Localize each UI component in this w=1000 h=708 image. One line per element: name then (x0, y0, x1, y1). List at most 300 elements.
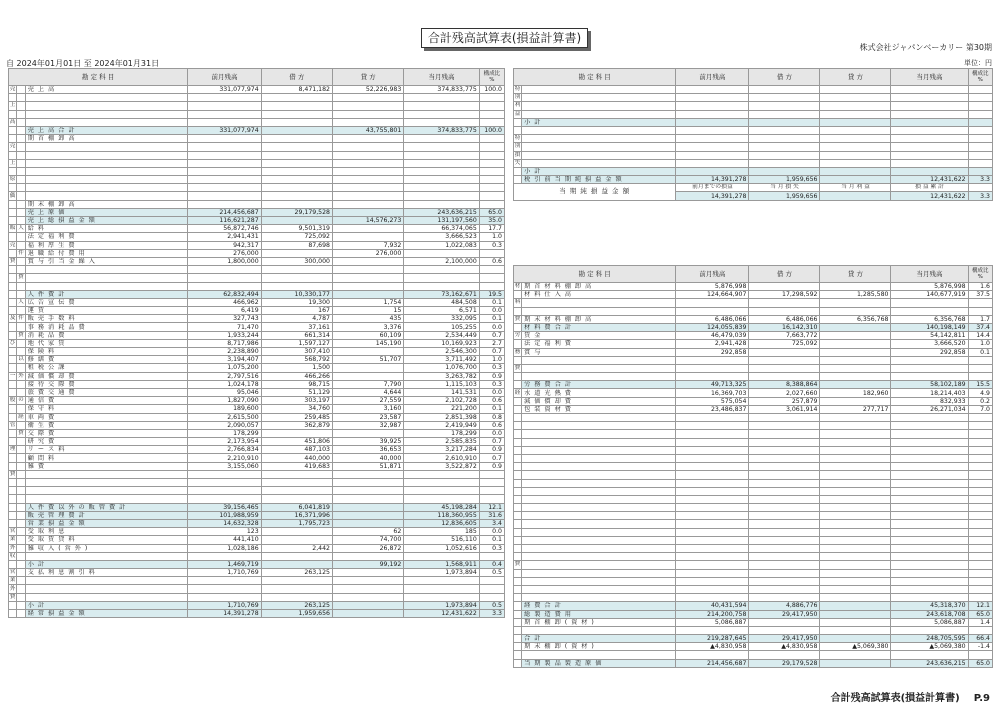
ratio-value (968, 471, 992, 479)
prev-balance: 116,621,287 (188, 217, 261, 225)
credit-amount (332, 290, 403, 298)
table-row (9, 208, 505, 216)
header-current: 当月残高 (404, 69, 479, 86)
credit-amount (820, 545, 891, 553)
ratio-value (968, 545, 992, 553)
table-row (9, 528, 505, 536)
account-name: 交 際 費 (25, 429, 188, 437)
current-balance: 6,356,768 (891, 315, 968, 323)
account-name: 接 待 交 際 費 (25, 380, 188, 388)
prev-balance (676, 520, 749, 528)
current-balance: 12,431,622 (404, 610, 479, 618)
debit-amount (749, 283, 820, 291)
debit-amount (749, 528, 820, 536)
subsection-label (17, 577, 25, 585)
credit-amount (332, 135, 403, 143)
current-balance: 3,666,523 (404, 233, 479, 241)
credit-amount (820, 94, 891, 102)
ratio-value (968, 299, 992, 307)
table-row (514, 569, 993, 577)
section-label (514, 528, 522, 536)
table-row (9, 479, 505, 487)
prev-balance (188, 487, 261, 495)
ratio-value (968, 438, 992, 446)
prev-balance: 292,858 (676, 348, 749, 356)
credit-amount: 435 (332, 315, 403, 323)
current-balance (891, 102, 968, 110)
current-balance (404, 167, 479, 175)
table-row (514, 454, 993, 462)
credit-amount: 145,190 (332, 339, 403, 347)
table-row (9, 601, 505, 609)
debit-amount: 661,314 (261, 331, 332, 339)
subsection-label (17, 339, 25, 347)
account-name: 支 払 利 息 割 引 料 (25, 569, 188, 577)
debit-amount (749, 118, 820, 126)
debit-amount (749, 94, 820, 102)
ratio-value: 14.4 (968, 332, 992, 340)
subsection-label (17, 282, 25, 290)
debit-amount (749, 126, 820, 134)
current-balance: 243,636,215 (404, 208, 479, 216)
table-row (9, 290, 505, 298)
debit-amount: 10,330,177 (261, 290, 332, 298)
subsection-label (17, 241, 25, 249)
debit-amount: 257,879 (749, 397, 820, 405)
credit-amount (820, 512, 891, 520)
prev-balance (188, 479, 261, 487)
credit-amount (820, 299, 891, 307)
credit-amount (820, 307, 891, 315)
subsection-label (17, 503, 25, 511)
credit-amount (332, 192, 403, 200)
section-label (9, 388, 17, 396)
account-name: 車 両 費 (25, 413, 188, 421)
credit-amount (820, 143, 891, 151)
debit-amount (261, 249, 332, 257)
credit-amount (332, 552, 403, 560)
ratio-value (968, 479, 992, 487)
account-name (25, 282, 188, 290)
current-balance (891, 487, 968, 495)
section-label (514, 414, 522, 422)
table-row (9, 241, 505, 249)
section-label: 益 (514, 110, 521, 117)
account-name (25, 167, 188, 175)
subsection-label (17, 544, 25, 552)
subsection-label (17, 470, 25, 478)
subsection-label (17, 380, 25, 388)
debit-amount (749, 487, 820, 495)
credit-amount: 4,644 (332, 388, 403, 396)
ratio-value: 0.9 (479, 446, 504, 454)
account-name: 退 職 給 付 費 用 (25, 249, 188, 257)
section-label (514, 618, 522, 626)
prev-balance (676, 94, 749, 102)
account-name: 賃 金 (522, 332, 676, 340)
ratio-value (968, 585, 992, 593)
section-label: 業 (9, 536, 16, 543)
account-name: 租 税 公 課 (25, 364, 188, 372)
credit-amount (820, 463, 891, 471)
account-name: リ ー ス 料 (25, 446, 188, 454)
debit-amount: 16,371,996 (261, 511, 332, 519)
ratio-value (479, 135, 504, 143)
credit-amount (820, 594, 891, 602)
table-row (514, 373, 993, 381)
subsection-label (17, 487, 25, 495)
table-row (9, 438, 505, 446)
debit-amount: 451,806 (261, 438, 332, 446)
header-ratio: 構成比 % (479, 69, 504, 86)
credit-amount: ▲5,069,380 (820, 643, 891, 651)
net-v2: 1,959,656 (749, 192, 820, 200)
credit-amount (820, 340, 891, 348)
prev-balance: 2,941,428 (676, 340, 749, 348)
section-label: 営 (9, 528, 16, 535)
credit-amount (332, 577, 403, 585)
prev-balance (188, 552, 261, 560)
account-name: 運 賃 (25, 307, 188, 315)
ratio-value (479, 167, 504, 175)
section-label: 損 (514, 151, 521, 158)
header-ratio: 構成比 % (968, 266, 992, 283)
debit-amount (261, 151, 332, 159)
current-balance (891, 438, 968, 446)
section-label (514, 577, 522, 585)
credit-amount: 51,871 (332, 462, 403, 470)
debit-amount: 37,161 (261, 323, 332, 331)
account-name: 経 費 合 計 (522, 602, 676, 610)
ratio-value (968, 430, 992, 438)
account-name (25, 192, 188, 200)
prev-balance (676, 307, 749, 315)
ratio-value: 0.1 (479, 536, 504, 544)
prev-balance (676, 594, 749, 602)
current-balance: 332,095 (404, 315, 479, 323)
current-balance (891, 512, 968, 520)
subsection-label (17, 307, 25, 315)
current-balance: 374,833,775 (404, 126, 479, 134)
current-balance: 12,431,622 (891, 176, 968, 184)
section-label (514, 553, 522, 561)
ratio-value: 0.7 (479, 454, 504, 462)
account-name (522, 561, 676, 569)
debit-amount: 9,501,319 (261, 225, 332, 233)
current-balance: 374,833,775 (404, 86, 479, 94)
net-h2: 当 月 損 失 (749, 184, 820, 192)
ratio-value: 3.3 (968, 176, 992, 184)
account-name (522, 528, 676, 536)
ratio-value (479, 118, 504, 126)
current-balance (404, 593, 479, 601)
ratio-value: 66.4 (968, 635, 992, 643)
account-name: 小 計 (25, 560, 188, 568)
header-ratio: 構成比 % (968, 69, 992, 86)
header-account: 勘 定 科 目 (514, 266, 676, 283)
unit-label: 単位：円 (964, 59, 992, 67)
section-label: 特 (514, 86, 521, 93)
debit-amount (749, 167, 820, 175)
current-balance: 45,198,284 (404, 503, 479, 511)
ratio-value (968, 126, 992, 134)
section-label (9, 519, 17, 527)
current-balance: 484,508 (404, 298, 479, 306)
table-row (514, 479, 993, 487)
debit-amount (261, 118, 332, 126)
ratio-value: 1.6 (968, 283, 992, 291)
debit-amount (261, 176, 332, 184)
account-name: 法 定 福 利 費 (25, 233, 188, 241)
debit-amount: 263,125 (261, 569, 332, 577)
table-row (514, 405, 993, 413)
ratio-value (968, 561, 992, 569)
account-name (522, 463, 676, 471)
debit-amount (261, 167, 332, 175)
table-row (9, 569, 505, 577)
table-row (514, 536, 993, 544)
account-name (522, 126, 676, 134)
current-balance: 105,255 (404, 323, 479, 331)
ratio-value: 0.9 (479, 372, 504, 380)
section-label: 費 (9, 470, 16, 477)
ratio-value (479, 143, 504, 151)
credit-amount: 6,356,768 (820, 315, 891, 323)
section-label (9, 380, 17, 388)
section-label (514, 381, 522, 389)
section-label: 売 (9, 86, 16, 93)
net-v1: 14,391,278 (676, 192, 749, 200)
section-label (514, 512, 522, 520)
account-name (522, 143, 676, 151)
account-name (25, 110, 188, 118)
credit-amount (820, 536, 891, 544)
credit-amount (332, 569, 403, 577)
current-balance: 2,546,300 (404, 348, 479, 356)
net-v4: 12,431,622 (891, 192, 968, 200)
table-row (9, 233, 505, 241)
table-row (514, 471, 993, 479)
subsection-label (17, 552, 25, 560)
debit-amount (261, 585, 332, 593)
table-row (514, 397, 993, 405)
prev-balance (188, 135, 261, 143)
debit-amount (749, 110, 820, 118)
prev-balance (676, 126, 749, 134)
prev-balance (188, 577, 261, 585)
ratio-value (968, 118, 992, 126)
account-name (25, 585, 188, 593)
credit-amount (820, 422, 891, 430)
table-row (9, 446, 505, 454)
ratio-value (968, 577, 992, 585)
current-balance: 141,531 (404, 388, 479, 396)
table-row (9, 225, 505, 233)
account-name (522, 569, 676, 577)
current-balance (891, 373, 968, 381)
subsection-label (17, 266, 25, 274)
prev-balance: 1,469,719 (188, 560, 261, 568)
section-label (9, 217, 17, 225)
debit-amount: 29,417,950 (749, 610, 820, 618)
credit-amount: 26,872 (332, 544, 403, 552)
table-row (9, 86, 505, 94)
subsection-label (17, 167, 25, 175)
ratio-value: 0.7 (479, 438, 504, 446)
prev-balance (676, 536, 749, 544)
account-name: 旅 費 交 通 費 (25, 388, 188, 396)
current-balance: 2,419,949 (404, 421, 479, 429)
section-label (9, 249, 17, 257)
table-row (514, 487, 993, 495)
credit-amount (820, 520, 891, 528)
debit-amount: 1,959,656 (261, 610, 332, 618)
table-row (9, 257, 505, 265)
section-label (514, 167, 522, 175)
account-name: 法 定 福 利 費 (522, 340, 676, 348)
debit-amount (749, 479, 820, 487)
debit-amount (749, 430, 820, 438)
header-account: 勘 定 科 目 (9, 69, 188, 86)
account-name (522, 446, 676, 454)
ratio-value: 7.0 (968, 405, 992, 413)
credit-amount (820, 348, 891, 356)
account-name: 小 計 (522, 167, 676, 175)
account-name: 人 件 費 計 (25, 290, 188, 298)
table-row (514, 332, 993, 340)
ratio-value: 0.0 (479, 429, 504, 437)
prev-balance (676, 299, 749, 307)
table-row (9, 200, 505, 208)
table-row (514, 651, 993, 659)
prev-balance (676, 364, 749, 372)
debit-amount (261, 135, 332, 143)
table-row (514, 389, 993, 397)
table-row (9, 519, 505, 527)
ratio-value: 19.5 (479, 290, 504, 298)
debit-amount: 6,486,066 (749, 315, 820, 323)
subsection-label (17, 135, 25, 143)
credit-amount: 36,653 (332, 446, 403, 454)
prev-balance: 942,317 (188, 241, 261, 249)
subsection-label (17, 257, 25, 265)
debit-amount: 87,698 (261, 241, 332, 249)
ratio-value (968, 626, 992, 634)
prev-balance: 214,456,687 (676, 659, 749, 667)
net-h1: 前月までの損益 (676, 184, 749, 192)
subsection-label (17, 217, 25, 225)
section-label (514, 520, 522, 528)
section-label (514, 610, 522, 618)
ratio-value: 0.0 (479, 307, 504, 315)
ratio-value (479, 479, 504, 487)
header-debit: 借 方 (261, 69, 332, 86)
debit-amount: 1,597,127 (261, 339, 332, 347)
credit-amount: 276,000 (332, 249, 403, 257)
prev-balance: 1,933,244 (188, 331, 261, 339)
ratio-value (479, 192, 504, 200)
account-name (522, 422, 676, 430)
debit-amount (749, 307, 820, 315)
table-row (9, 372, 505, 380)
account-name: 販 売 管 理 費 計 (25, 511, 188, 519)
current-balance (891, 110, 968, 118)
section-label (514, 430, 522, 438)
account-name: 期 首 棚 卸 高 (25, 135, 188, 143)
table-row (514, 446, 993, 454)
debit-amount: 51,129 (261, 388, 332, 396)
ratio-value: 0.3 (479, 380, 504, 388)
table-row (9, 454, 505, 462)
section-label (9, 274, 17, 282)
prev-balance (676, 512, 749, 520)
section-label (9, 495, 17, 503)
ratio-value (968, 143, 992, 151)
account-name: 合 計 (522, 635, 676, 643)
header-credit: 貸 方 (820, 266, 891, 283)
section-label (9, 167, 17, 175)
prev-balance: 1,827,090 (188, 397, 261, 405)
ratio-value: 0.1 (479, 405, 504, 413)
current-balance (891, 159, 968, 167)
account-name: 消 耗 品 費 (25, 331, 188, 339)
current-balance (404, 102, 479, 110)
ratio-value (968, 463, 992, 471)
account-name: 広 告 宣 伝 費 (25, 298, 188, 306)
section-label: 利 (514, 102, 521, 109)
account-name (522, 307, 676, 315)
header-credit: 貸 方 (820, 69, 891, 86)
debit-amount: 440,000 (261, 454, 332, 462)
credit-amount (332, 184, 403, 192)
section-label (9, 601, 17, 609)
current-balance (891, 414, 968, 422)
table-row (9, 118, 505, 126)
subsection-label (17, 585, 25, 593)
ratio-value (479, 151, 504, 159)
current-balance (404, 192, 479, 200)
credit-amount (332, 282, 403, 290)
debit-amount: 17,298,592 (749, 291, 820, 299)
current-balance: 3,217,284 (404, 446, 479, 454)
account-name (522, 454, 676, 462)
credit-amount: 39,925 (332, 438, 403, 446)
subsection-label (17, 569, 25, 577)
prev-balance (676, 528, 749, 536)
subsection-label (17, 421, 25, 429)
table-row (514, 430, 993, 438)
table-row (514, 463, 993, 471)
current-balance (404, 94, 479, 102)
debit-amount (261, 282, 332, 290)
debit-amount (261, 274, 332, 282)
credit-amount (820, 577, 891, 585)
special-items-table (513, 68, 993, 201)
section-label: 般 (9, 397, 16, 404)
account-name (522, 487, 676, 495)
section-label (9, 266, 17, 274)
current-balance (891, 577, 968, 585)
debit-amount (749, 438, 820, 446)
current-balance: 58,102,189 (891, 381, 968, 389)
section-label (9, 348, 17, 356)
prev-balance (676, 159, 749, 167)
account-name (522, 471, 676, 479)
credit-amount (332, 479, 403, 487)
table-row (514, 659, 993, 667)
debit-amount: 19,300 (261, 298, 332, 306)
credit-amount (820, 454, 891, 462)
